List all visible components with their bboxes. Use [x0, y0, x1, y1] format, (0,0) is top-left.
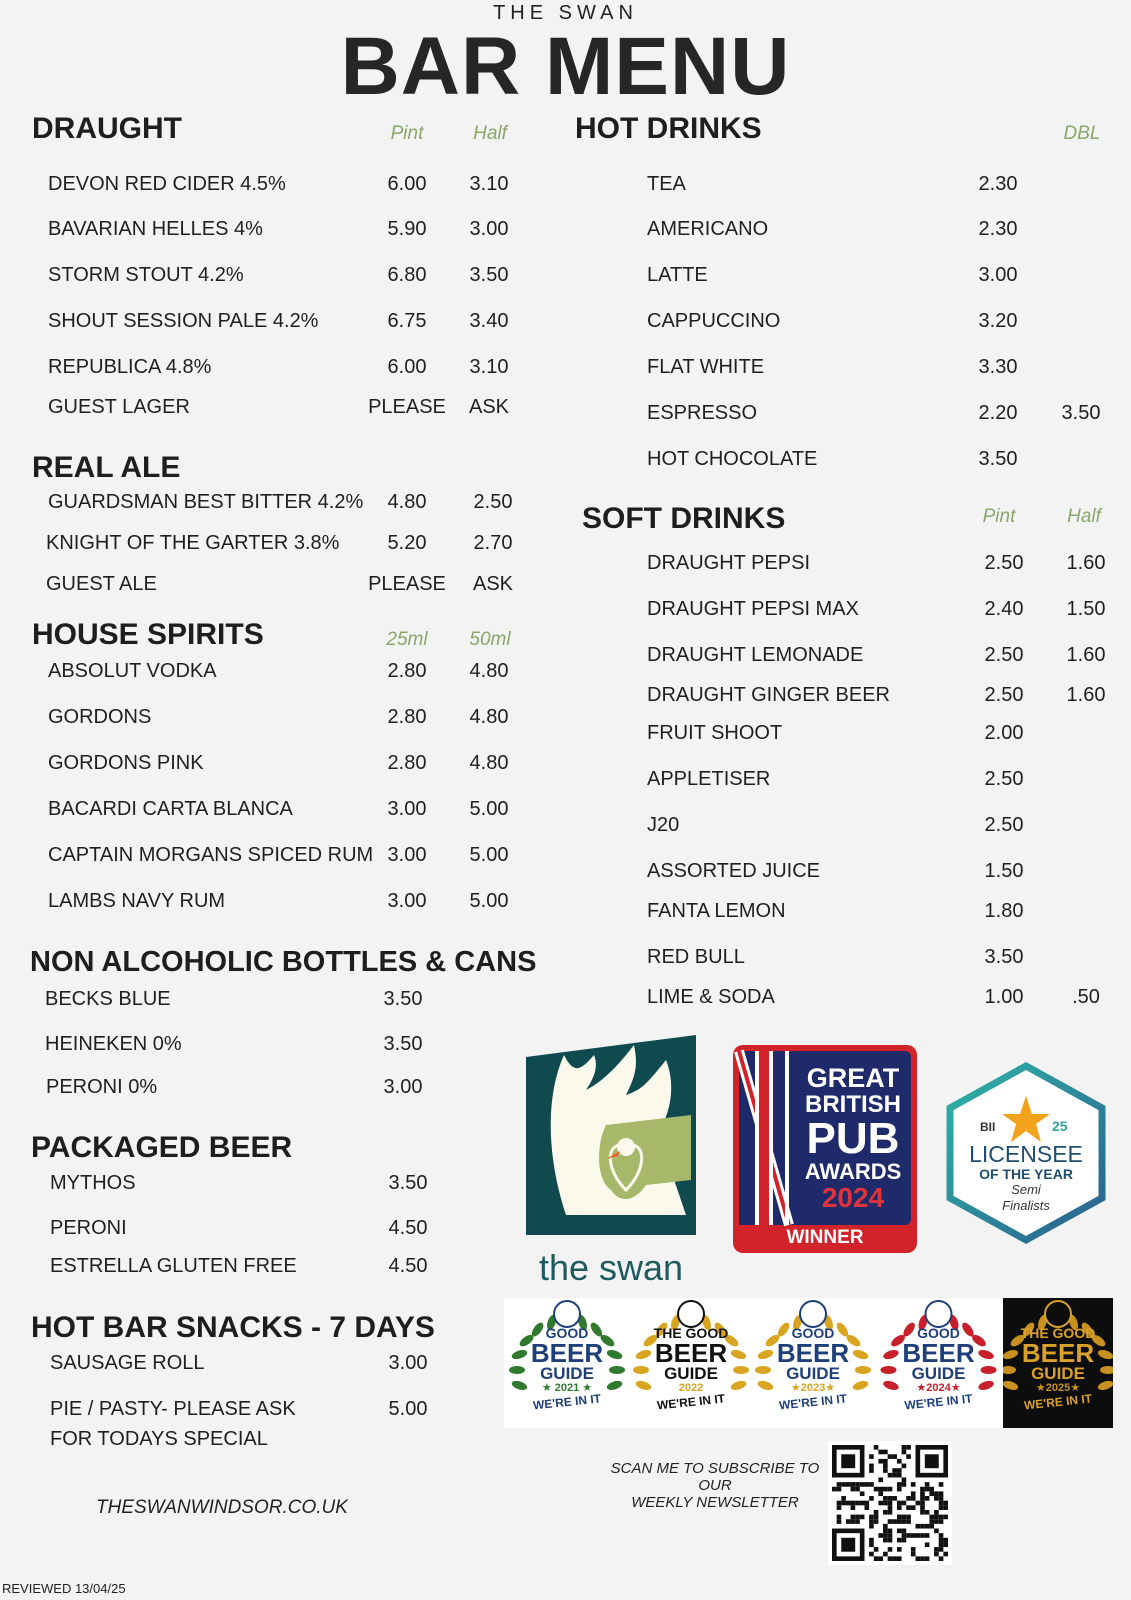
- soft_drinks-item-price-1: 1.00: [984, 986, 1024, 1008]
- real_ale-title: REAL ALE: [32, 451, 181, 484]
- snacks-item-name: PIE / PASTY- PLEASE ASK: [50, 1398, 296, 1420]
- draught-item-price-1: PLEASE: [368, 396, 446, 418]
- non_alc-title: NON ALCOHOLIC BOTTLES & CANS: [30, 946, 537, 978]
- real_ale-item-name: GUARDSMAN BEST BITTER 4.2%: [48, 491, 364, 513]
- soft_drinks-item-name: J20: [647, 814, 680, 836]
- beer-guide-bot: GUIDE: [540, 1364, 594, 1383]
- spirits-item-name: LAMBS NAVY RUM: [48, 890, 226, 912]
- awards-year: 2024: [821, 1182, 885, 1213]
- website-link[interactable]: THESWANWINDSOR.CO.UK: [96, 1497, 348, 1518]
- beer-guide-top: THE GOOD: [1020, 1325, 1096, 1341]
- pub-awards-badge: [733, 1045, 917, 1253]
- newsletter-line-1: SCAN ME TO SUBSCRIBE TO OUR: [610, 1460, 820, 1494]
- soft_drinks-item-name: FANTA LEMON: [647, 900, 786, 922]
- beer-guide-badge: [874, 1298, 1003, 1428]
- snacks-item-price-1: 3.00: [388, 1352, 428, 1374]
- soft_drinks-item-price-1: 2.00: [984, 722, 1024, 744]
- spirits-item-price-1: 2.80: [387, 706, 427, 728]
- soft_drinks-item-price-1: 3.50: [984, 946, 1024, 968]
- beer-guide-badge: [1003, 1298, 1113, 1428]
- soft_drinks-item-name: APPLETISER: [647, 768, 771, 790]
- spirits-item-price-1: 3.00: [387, 798, 427, 820]
- packaged-item-name: ESTRELLA GLUTEN FREE: [50, 1255, 297, 1277]
- beer-guide-badge: [504, 1298, 630, 1428]
- newsletter-text: [600, 1460, 830, 1511]
- real_ale-item-price-2: 2.70: [473, 532, 513, 554]
- soft_drinks-item-name: DRAUGHT PEPSI: [647, 552, 810, 574]
- snacks-item-name: SAUSAGE ROLL: [50, 1352, 205, 1374]
- non_alc-item-price-1: 3.00: [383, 1076, 423, 1098]
- real_ale-item-name: GUEST ALE: [46, 573, 157, 595]
- swan-logo: [526, 1035, 696, 1288]
- soft_drinks-title: SOFT DRINKS: [582, 502, 786, 535]
- soft_drinks-item-name: DRAUGHT GINGER BEER: [647, 684, 890, 706]
- hot_drinks-item-name: TEA: [647, 173, 686, 195]
- hot_drinks-item-price-1: 2.20: [978, 402, 1018, 424]
- spirits-col1-header: 25ml: [386, 629, 428, 650]
- draught-item-name: DEVON RED CIDER 4.5%: [48, 173, 286, 195]
- soft_drinks-item-price-1: 2.50: [984, 552, 1024, 574]
- beer-guide-top: GOOD: [917, 1325, 960, 1341]
- bii-top: BII: [980, 1120, 996, 1134]
- real_ale-item-price-2: 2.50: [473, 491, 513, 513]
- spirits-item-price-2: 4.80: [469, 706, 509, 728]
- non_alc-item-price-1: 3.50: [383, 988, 423, 1010]
- hot_drinks-item-name: HOT CHOCOLATE: [647, 448, 818, 470]
- beer-guide-mid: BEER: [654, 1338, 728, 1368]
- beer-guide-ribbon: WE'RE IN IT: [656, 1391, 726, 1413]
- spirits-item-price-1: 2.80: [387, 660, 427, 682]
- packaged-item-name: MYTHOS: [50, 1172, 136, 1194]
- draught-item-price-2: ASK: [468, 396, 510, 418]
- soft_drinks-item-price-1: 2.50: [984, 768, 1024, 790]
- spirits-item-price-2: 5.00: [469, 890, 509, 912]
- spirits-item-price-2: 5.00: [469, 844, 509, 866]
- draught-item-name: REPUBLICA 4.8%: [48, 356, 212, 378]
- soft_drinks-item-name: RED BULL: [647, 946, 745, 968]
- real_ale-item-price-2: ASK: [472, 573, 514, 595]
- bii-line-3: Semi: [1011, 1182, 1041, 1197]
- beer-guide-bot: GUIDE: [664, 1364, 718, 1383]
- real_ale-item-price-1: PLEASE: [368, 573, 446, 595]
- qr-code[interactable]: [828, 1441, 952, 1565]
- hot_drinks-item-name: ESPRESSO: [647, 402, 758, 424]
- spirits-item-price-1: 3.00: [387, 844, 427, 866]
- soft_drinks-item-price-1: 1.50: [984, 860, 1024, 882]
- hot_drinks-item-price-1: 3.20: [978, 310, 1018, 332]
- beer-guide-mid: BEER: [902, 1338, 975, 1368]
- hot_drinks-item-name: LATTE: [647, 264, 708, 286]
- spirits-item-price-1: 3.00: [387, 890, 427, 912]
- awards-line-3: PUB: [806, 1114, 900, 1163]
- non_alc-item-price-1: 3.50: [383, 1033, 423, 1055]
- beer-guide-mid: BEER: [1021, 1338, 1095, 1368]
- reviewed-date: REVIEWED 13/04/25: [2, 1581, 126, 1596]
- packaged-item-price-1: 4.50: [388, 1217, 428, 1239]
- draught-item-price-1: 6.80: [387, 264, 427, 286]
- non_alc-item-name: BECKS BLUE: [45, 988, 171, 1010]
- spirits-item-name: GORDONS: [48, 706, 152, 728]
- menu-title: BAR MENU: [340, 21, 791, 112]
- soft_drinks-item-name: DRAUGHT PEPSI MAX: [647, 598, 859, 620]
- draught-item-price-1: 6.00: [387, 173, 427, 195]
- draught-item-name: GUEST LAGER: [48, 396, 190, 418]
- beer-guide-mid: BEER: [776, 1338, 850, 1368]
- hot_drinks-item-price-1: 3.30: [978, 356, 1018, 378]
- soft_drinks-item-name: LIME & SODA: [647, 986, 775, 1008]
- beer-guide-bot: GUIDE: [786, 1364, 840, 1383]
- non_alc-item-name: HEINEKEN 0%: [45, 1033, 182, 1055]
- bii-line-1: LICENSEE: [969, 1141, 1083, 1167]
- spirits-title: HOUSE SPIRITS: [32, 618, 264, 651]
- hot_drinks-col2-header: DBL: [1063, 123, 1101, 144]
- brand-name: THE SWAN: [493, 2, 638, 24]
- packaged-item-price-1: 4.50: [388, 1255, 428, 1277]
- soft_drinks-item-name: ASSORTED JUICE: [647, 860, 820, 882]
- packaged-title: PACKAGED BEER: [31, 1131, 293, 1164]
- awards-winner: WINNER: [786, 1227, 864, 1248]
- beer-guide-mid: BEER: [530, 1338, 604, 1368]
- beer-guide-ribbon: WE'RE IN IT: [903, 1391, 974, 1413]
- spirits-item-price-1: 2.80: [387, 752, 427, 774]
- soft_drinks-item-price-1: 1.80: [984, 900, 1024, 922]
- beer-guide-ribbon: WE'RE IN IT: [1023, 1391, 1093, 1413]
- spirits-item-name: CAPTAIN MORGANS SPICED RUM: [48, 844, 374, 866]
- swan-logo-text: the swan: [538, 1247, 684, 1288]
- draught-col1-header: Pint: [390, 123, 424, 144]
- beer-guide-bot: GUIDE: [1031, 1364, 1085, 1383]
- soft_drinks-item-price-2: 1.60: [1066, 644, 1106, 666]
- draught-item-name: STORM STOUT 4.2%: [48, 264, 244, 286]
- beer-guide-ribbon: WE'RE IN IT: [778, 1391, 848, 1413]
- hot_drinks-item-price-1: 2.30: [978, 218, 1018, 240]
- awards-line-4: AWARDS: [804, 1159, 902, 1184]
- bii-num: 25: [1052, 1118, 1068, 1134]
- real_ale-item-price-1: 4.80: [387, 491, 427, 513]
- draught-item-price-1: 5.90: [387, 218, 427, 240]
- non_alc-item-name: PERONI 0%: [46, 1076, 158, 1098]
- real_ale-item-name: KNIGHT OF THE GARTER 3.8%: [46, 532, 340, 554]
- draught-col2-header: Half: [473, 123, 507, 144]
- beer-guide-year: ★2025★: [1035, 1382, 1081, 1394]
- hot_drinks-item-price-1: 3.00: [978, 264, 1018, 286]
- beer-guide-year: 2022: [678, 1382, 704, 1394]
- soft_drinks-item-price-1: 2.50: [984, 814, 1024, 836]
- hot_drinks-item-name: FLAT WHITE: [647, 356, 765, 378]
- bii-licensee-badge: [944, 1062, 1108, 1244]
- snacks-item-price-1: 5.00: [388, 1398, 428, 1420]
- beer-guide-top: GOOD: [545, 1325, 589, 1341]
- hot_drinks-item-price-1: 3.50: [978, 448, 1018, 470]
- beer-guide-year: ★2024★: [916, 1382, 961, 1394]
- draught-item-price-1: 6.75: [387, 310, 427, 332]
- draught-item-price-2: 3.10: [469, 356, 509, 378]
- beer-guide-badge: [630, 1298, 752, 1428]
- draught-item-price-2: 3.50: [469, 264, 509, 286]
- spirits-col2-header: 50ml: [469, 629, 511, 650]
- draught-item-name: BAVARIAN HELLES 4%: [48, 218, 263, 240]
- spirits-item-name: GORDONS PINK: [48, 752, 204, 774]
- soft_drinks-item-price-1: 2.50: [984, 684, 1024, 706]
- bii-line-4: Finalists: [1002, 1198, 1050, 1213]
- spirits-item-price-2: 4.80: [469, 752, 509, 774]
- soft_drinks-item-price-2: 1.60: [1066, 552, 1106, 574]
- soft_drinks-item-price-2: .50: [1072, 986, 1100, 1008]
- bii-line-2: OF THE YEAR: [979, 1166, 1073, 1182]
- beer-guide-year: ★ 2021 ★: [541, 1382, 593, 1394]
- snacks-item-name-2: FOR TODAYS SPECIAL: [50, 1428, 268, 1450]
- soft_drinks-item-price-1: 2.50: [984, 644, 1024, 666]
- soft_drinks-item-price-2: 1.60: [1066, 684, 1106, 706]
- draught-item-price-2: 3.40: [469, 310, 509, 332]
- newsletter-line-2: WEEKLY NEWSLETTER: [631, 1494, 799, 1511]
- beer-guide-top: THE GOOD: [653, 1325, 729, 1341]
- draught-item-price-2: 3.00: [469, 218, 509, 240]
- beer-guide-ribbon: WE'RE IN IT: [532, 1391, 602, 1413]
- spirits-item-name: BACARDI CARTA BLANCA: [48, 798, 293, 820]
- swan-logo-icon: [526, 1035, 696, 1235]
- awards-line-1: GREAT: [806, 1063, 900, 1093]
- soft_drinks-item-price-2: 1.50: [1066, 598, 1106, 620]
- hot_drinks-item-price-1: 2.30: [978, 173, 1018, 195]
- beer-guide-top: GOOD: [791, 1325, 835, 1341]
- soft_drinks-col2-header: Half: [1067, 506, 1101, 527]
- hot_drinks-item-name: CAPPUCCINO: [647, 310, 781, 332]
- beer-guide-year: ★2023★: [790, 1382, 836, 1394]
- soft_drinks-item-price-1: 2.40: [984, 598, 1024, 620]
- beer-guide-badge: [752, 1298, 874, 1428]
- spirits-item-name: ABSOLUT VODKA: [48, 660, 217, 682]
- qr-code-icon: [828, 1441, 952, 1565]
- hot_drinks-item-price-2: 3.50: [1061, 402, 1101, 424]
- hot_drinks-title: HOT DRINKS: [575, 112, 762, 145]
- packaged-item-name: PERONI: [50, 1217, 127, 1239]
- soft_drinks-item-name: FRUIT SHOOT: [647, 722, 783, 744]
- soft_drinks-col1-header: Pint: [982, 506, 1016, 527]
- draught-item-name: SHOUT SESSION PALE 4.2%: [48, 310, 319, 332]
- packaged-item-price-1: 3.50: [388, 1172, 428, 1194]
- real_ale-item-price-1: 5.20: [387, 532, 427, 554]
- soft_drinks-item-name: DRAUGHT LEMONADE: [647, 644, 864, 666]
- awards-line-2: BRITISH: [805, 1091, 901, 1118]
- draught-item-price-2: 3.10: [469, 173, 509, 195]
- spirits-item-price-2: 4.80: [469, 660, 509, 682]
- draught-item-price-1: 6.00: [387, 356, 427, 378]
- beer-guide-bot: GUIDE: [911, 1364, 966, 1383]
- hot_drinks-item-name: AMERICANO: [647, 218, 769, 240]
- draught-title: DRAUGHT: [32, 112, 182, 145]
- snacks-title: HOT BAR SNACKS - 7 DAYS: [31, 1311, 435, 1344]
- spirits-item-price-2: 5.00: [469, 798, 509, 820]
